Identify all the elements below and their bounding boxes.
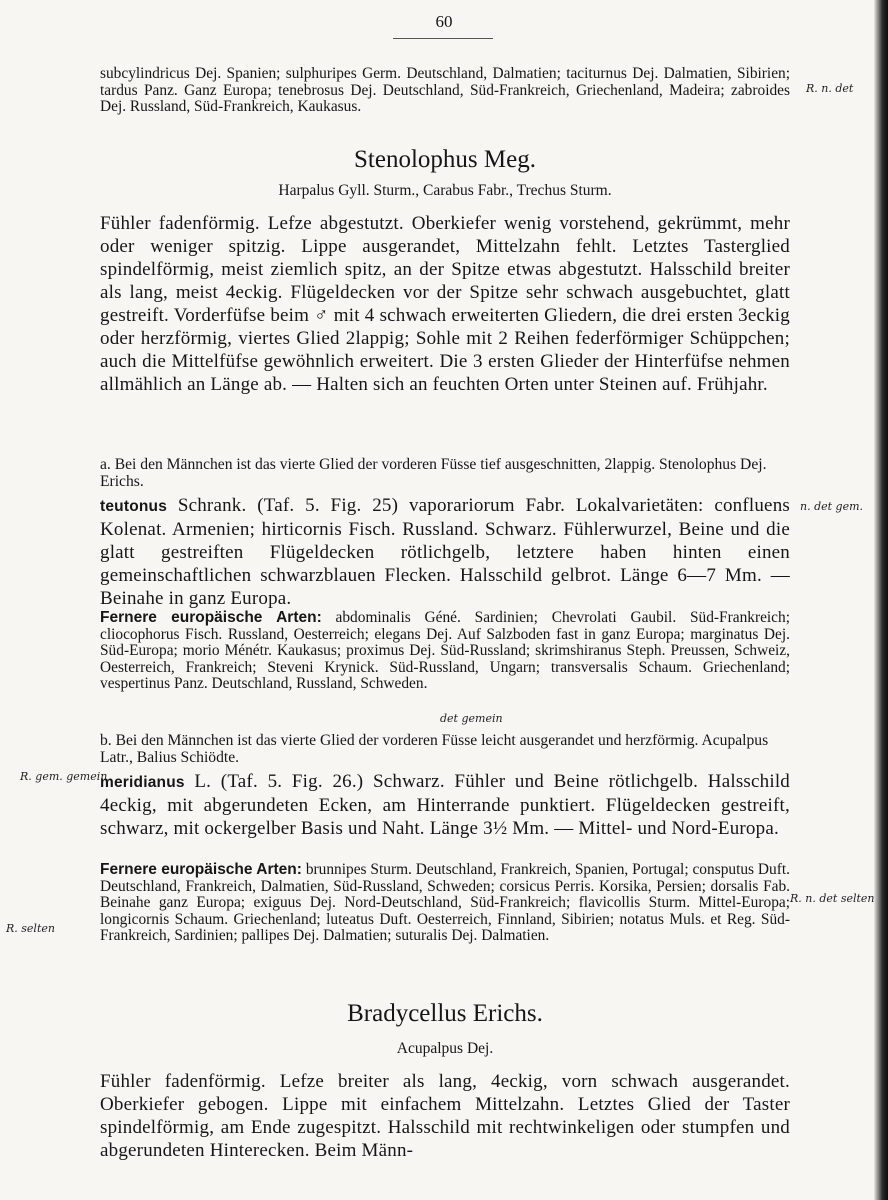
handwritten-note: R. selten <box>6 922 55 935</box>
handwritten-note: R. n. det selten <box>790 892 875 905</box>
handwritten-note: n. det gem. <box>800 500 864 513</box>
species-name-teutonus: teutonus <box>100 498 168 515</box>
genus-description-bradycellus: Fühler fadenförmig. Lefze breiter als lang, 4eckig, vorn schwach ausgerandet. Oberkiefer gebogen. Lippe mit einfachem Mittelzahn. Letztes Glied der Taster spindelförmig, am Ende zugespitzt. Halsschild mit rechtwinkeligen oder stumpfen und abgerundeten Hinterecken. Beim Männ- <box>100 1071 790 1161</box>
species-text-teutonus: Schrank. (Taf. 5. Fig. 25) vaporariorum Fabr. Lokalvarietäten: confluens Kolenat. Armenien; hirticornis Fisch. Russland. Schwarz. Fühlerwurzel, Beine und die glatt gestreiften Flügeldecken rötlichgelb, letztere haben hinten einen gemeinschaftlichen schwarzblauen Flecken. Halsschild gelbrot. Länge 6—7 Mm. — Beinahe in ganz Europa. <box>100 495 790 609</box>
species-text-meridianus: L. (Taf. 5. Fig. 26.) Schwarz. Fühler und Beine rötlichgelb. Halsschild 4eckig, mit abgerundeten Ecken, am Hinterrande punktiert. Flügeldecken gestreift, schwarz, mit ockergelber Basis und Naht. Länge 3½ Mm. — Mittel- und Nord-Europa. <box>100 771 790 839</box>
group-a-heading: a. Bei den Männchen ist das vierte Glied der vorderen Füsse tief ausgeschnitten, 2lappig. Stenolophus Dej. Erichs. <box>100 456 767 491</box>
further-species-label-a: Fernere europäische Arten: <box>100 609 322 626</box>
page-edge-shadow <box>874 0 888 1200</box>
genus-description-stenolophus: Fühler fadenförmig. Lefze abgestutzt. Oberkiefer wenig vorstehend, gekrümmt, mehr oder weniger spitzig. Lippe ausgerandet, Mittelzahn fehlt. Letztes Tasterglied spindelförmig, meist ziemlich spitz, an der Spitze etwas abgestutzt. Halsschild breiter als lang, meist 4eckig. Flügeldecken vor der Spitze sehr schwach ausgebuchtet, glatt gestreift. Vorderfüfse beim ♂ mit 4 schwach erweiterten Gliedern, die drei ersten 3eckig oder herzförmig, viertes Glied 2lappig; Sohle mit 2 Reihen federförmiger Schüppchen; auch die Mittelfüfse gewöhnlich erweitert. Die 3 ersten Glieder der Hinterfüfse nehmen allmählich an Länge ab. — Halten sich an feuchten Orten unter Steinen auf. Frühjahr. <box>100 213 790 395</box>
group-b-heading: b. Bei den Männchen ist das vierte Glied der vorderen Füsse leicht ausgerandet und herzförmig. Acupalpus Latr., Balius Schiödte. <box>100 732 769 767</box>
handwritten-note: R. n. det <box>806 82 854 95</box>
handwritten-note: R. gem. gemein <box>20 770 108 783</box>
genus-synonyms-bradycellus: Acupalpus Dej. <box>396 1040 494 1057</box>
genus-synonyms-stenolophus: Harpalus Gyll. Sturm., Carabus Fabr., Trechus Sturm. <box>278 182 612 199</box>
further-species-label-b: Fernere europäische Arten: <box>100 861 302 878</box>
species-teutonus <box>100 494 790 610</box>
genus-title-bradycellus: Bradycellus Erichs. <box>347 1000 543 1027</box>
further-species-a <box>100 610 790 693</box>
species-meridianus <box>100 770 790 840</box>
further-species-b <box>100 862 790 945</box>
handwritten-note: det gemein <box>440 712 503 725</box>
page-number: 60 <box>435 12 453 31</box>
further-species-text-a: abdominalis Géné. Sardinien; Chevrolati Gaubil. Süd-Frankreich; cliocophorus Fisch. Russland, Oesterreich; elegans Dej. Auf Salzboden fast in ganz Europa; marginatus Dej. Süd-Europa; morio Ménétr. Kaukasus; proximus Dej. Süd-Russland; skrimshiranus Steph. Preussen, Schweiz, Oesterreich, Frankreich; Steveni Krynick. Süd-Russland, Ungarn; transversalis Schaum. Griechenland; vespertinus Panz. Deutschland, Russland, Schweden. <box>100 609 790 693</box>
species-name-meridianus: meridianus <box>100 774 185 791</box>
header-rule <box>393 38 493 39</box>
intro-paragraph: subcylindricus Dej. Spanien; sulphuripes Germ. Deutschland, Dalmatien; taciturnus Dej. Dalmatien, Sibirien; tardus Panz. Ganz Europa; tenebrosus Dej. Deutschland, Süd-Frankreich, Griechenland, Madeira; zabroides Dej. Russland, Süd-Frankreich, Kaukasus. <box>100 65 790 116</box>
further-species-text-b: brunnipes Sturm. Deutschland, Frankreich, Spanien, Portugal; consputus Duft. Deutschland, Frankreich, Dalmatien, Süd-Russland, Schweden; corsicus Perris. Korsika, Persien; dorsalis Fab. Beinahe ganz Europa; exiguus Dej. Nord-Deutschland, Süd-Frankreich; flavicollis Sturm. Mittel-Europa; longicornis Schaum. Griechenland; luteatus Duft. Oesterreich, Finnland, Sibirien; notatus Muls. et Reg. Süd-Frankreich, Sardinien; pallipes Dej. Dalmatien; suturalis Dej. Dalmatien. <box>100 861 790 945</box>
genus-title-stenolophus: Stenolophus Meg. <box>354 146 536 173</box>
